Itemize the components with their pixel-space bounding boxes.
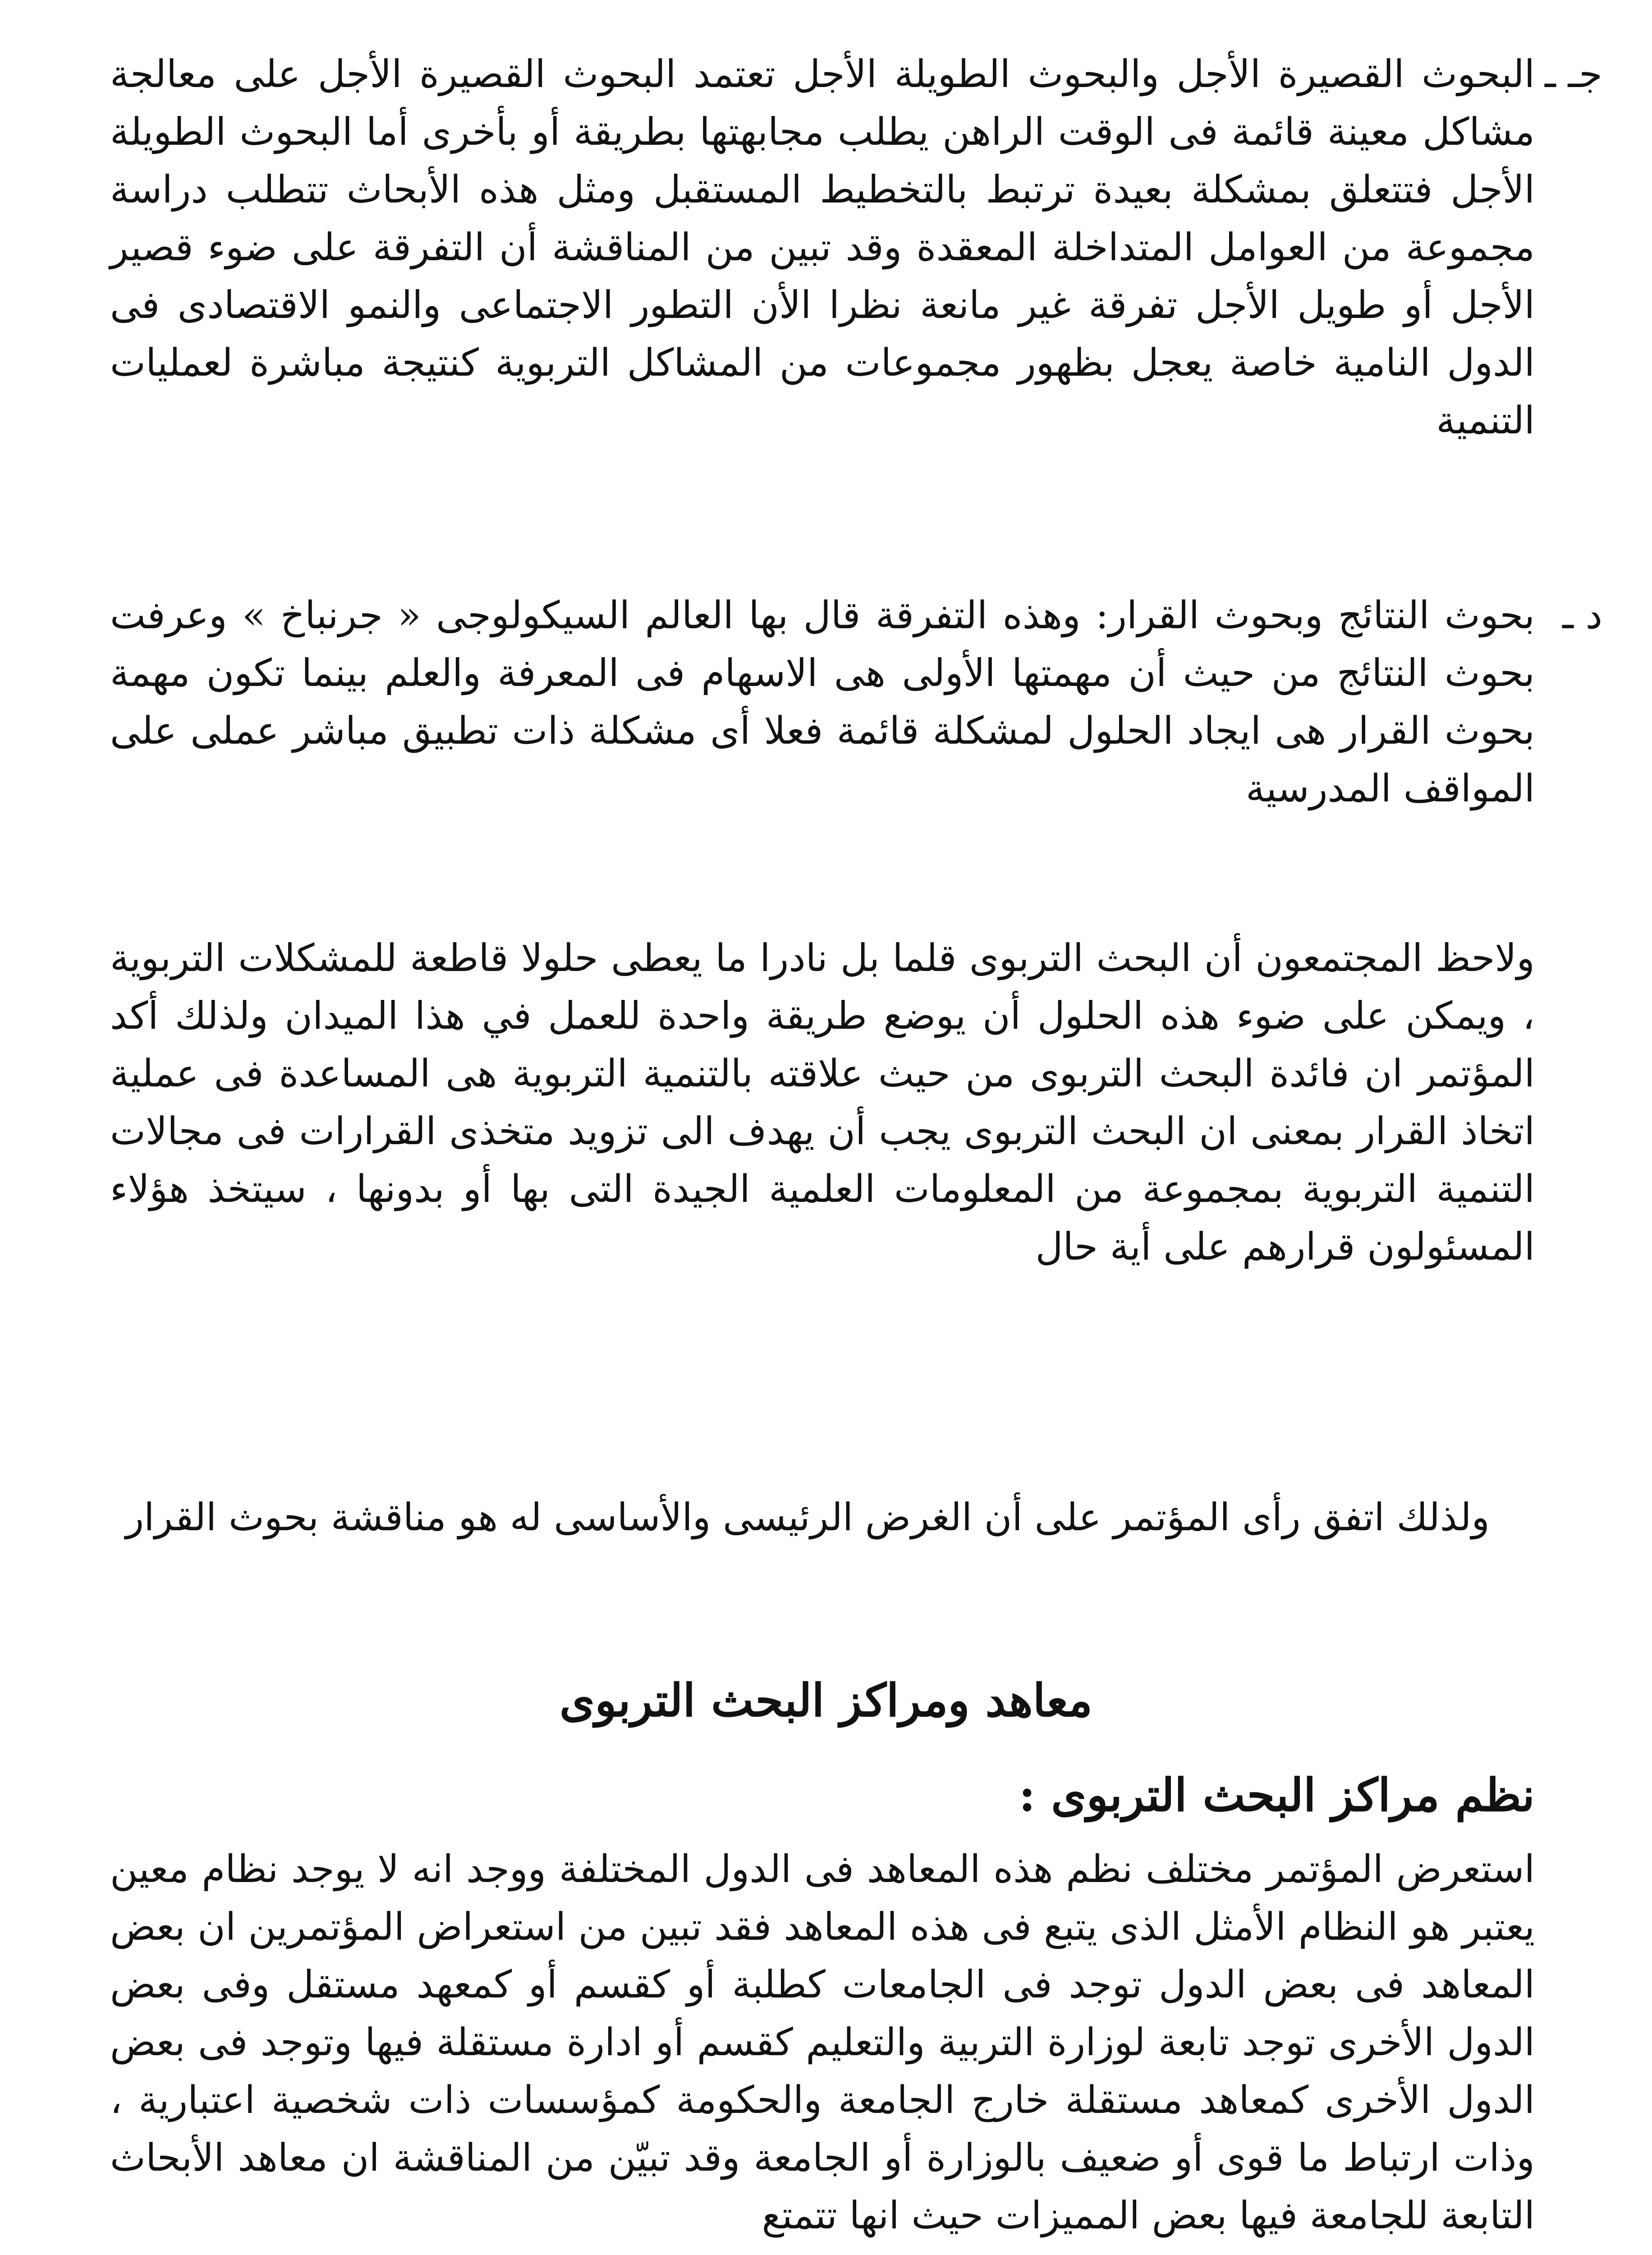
section-heading: معاهد ومراكز البحث التربوى — [559, 1674, 1093, 1727]
item-marker-c: جـ ـ — [1545, 52, 1602, 96]
item-marker-d: د ـ — [1562, 593, 1602, 637]
list-item-c — [110, 45, 1602, 449]
paragraph-conference-agreement: ولذلك اتفق رأى المؤتمر على أن الغرض الرئيسى والأساسى له هو مناقشة بحوث القرار — [125, 1495, 1490, 1539]
list-item-d — [110, 586, 1602, 817]
paragraph-center-systems: استعرض المؤتمر مختلف نظم هذه المعاهد فى الدول المختلفة ووجد انه لا يوجد نظام معين يعتبر هو النظام الأمثل الذى يتبع فى هذه المعاهد فقد تبين من استعراض المؤتمرين ان بعض المعاهد فى بعض الدول توجد فى الجامعات كطلبة أو كقسم أو كمعهد مستقل وفى بعض الدول الأخرى توجد تابعة لوزارة التربية والتعليم كقسم أو ادارة مستقلة فيها وتوجد فى بعض الدول الأخرى كمعاهد مستقلة خارج الجامعة والحكومة كمؤسسات ذات شخصية اعتبارية ، وذات ارتباط ما قوى أو ضعيف بالوزارة أو الجامعة وقد تبيّن من المناقشة ان معاهد الأبحاث التابعة للجامعة فيها بعض المميزات حيث انها تتمتع — [110, 1847, 1535, 2237]
paragraph-conference-observation: ولاحظ المجتمعون أن البحث التربوى قلما بل نادرا ما يعطى حلولا قاطعة للمشكلات التربوية ، ويمكن على ضوء هذه الحلول أن يوضع طريقة واحدة للعمل في هذا الميدان ولذلك أكد المؤتمر ان فائدة البحث التربوى من حيث علاقته بالتنمية التربوية هى المساعدة فى عملية اتخاذ القرار بمعنى ان البحث التربوى يجب أن يهدف الى تزويد متخذى القرارات فى مجالات التنمية التربوية بمجموعة من المعلومات العلمية الجيدة التى بها أو بدونها ، سيتخذ هؤلاء المسئولون قرارهم على أية حال — [110, 936, 1535, 1269]
subsection-heading: نظم مراكز البحث التربوى : — [1019, 1768, 1535, 1822]
item-text-d: بحوث النتائج وبحوث القرار: وهذه التفرقة قال بها العالم السيكولوجى « جرنباخ » وعرفت بحوث النتائج من حيث أن مهمتها الأولى هى الاسهام فى المعرفة والعلم بينما تكون مهمة بحوث القرار هى ايجاد الحلول لمشكلة قائمة فعلا أى مشكلة ذات تطبيق مباشر عملى على المواقف المدرسية — [110, 593, 1535, 810]
item-text-c: البحوث القصيرة الأجل والبحوث الطويلة الأجل تعتمد البحوث القصيرة الأجل على معالجة مشاكل معينة قائمة فى الوقت الراهن يطلب مجابهتها بطريقة أو بأخرى أما البحوث الطويلة الأجل فتتعلق بمشكلة بعيدة ترتبط بالتخطيط المستقبل ومثل هذه الأبحاث تتطلب دراسة مجموعة من العوامل المتداخلة المعقدة وقد تبين من المناقشة أن التفرقة على ضوء قصير الأجل أو طويل الأجل تفرقة غير مانعة نظرا الأن التطور الاجتماعى والنمو الاقتصادى فى الدول النامية خاصة يعجل بظهور مجموعات من المشاكل التربوية كنتيجة مباشرة لعمليات التنمية — [110, 52, 1535, 442]
